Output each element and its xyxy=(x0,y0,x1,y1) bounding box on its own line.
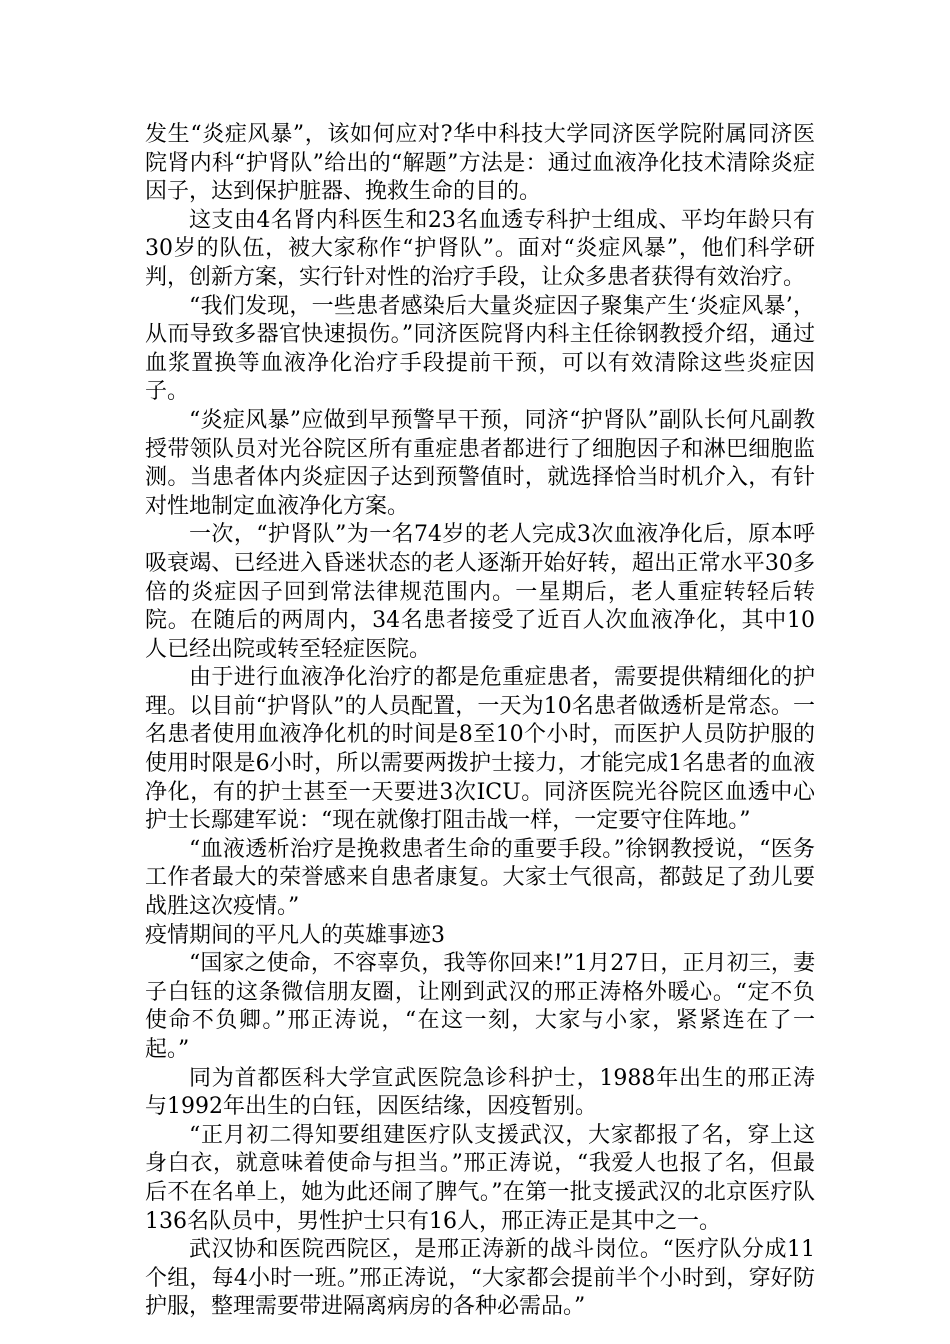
paragraph: 武汉协和医院西院区，是邢正涛新的战斗岗位。“医疗队分成11个组，每4小时一班。”邢正涛说，“大家都会提前半个小时到，穿好防护服，整理需要带进隔离病房的各种必需品。” xyxy=(145,1237,815,1320)
paragraph: 一次，“护肾队”为一名74岁的老人完成3次血液净化后，原本呼吸衰竭、已经进入昏迷状态的老人逐渐开始好转，超出正常水平30多倍的炎症因子回到常法律规范围内。一星期后，老人重症转轻后转院。在随后的两周内，34名患者接受了近百人次血液净化，其中10人已经出院或转至轻症医院。 xyxy=(145,522,815,662)
document-page xyxy=(145,121,815,1322)
section-heading: 疫情期间的平凡人的英雄事迹3 xyxy=(145,922,445,948)
paragraph: 这支由4名肾内科医生和23名血透专科护士组成、平均年龄只有30岁的队伍，被大家称作“护肾队”。面对“炎症风暴”，他们科学研判，创新方案，实行针对性的治疗手段，让众多患者获得有效治疗。 xyxy=(145,207,816,290)
paragraph: 同为首都医科大学宣武医院急诊科护士，1988年出生的邢正涛与1992年出生的白钰，因医结缘，因疫暂别。 xyxy=(145,1065,815,1120)
paragraph: “炎症风暴”应做到早预警早干预，同济“护肾队”副队长何凡副教授带领队员对光谷院区所有重症患者都进行了细胞因子和淋巴细胞监测。当患者体内炎症因子达到预警值时，就选择恰当时机介入，有针对性地制定血液净化方案。 xyxy=(145,407,815,519)
paragraph: 由于进行血液净化治疗的都是危重症患者，需要提供精细化的护理。以目前“护肾队”的人员配置，一天为10名患者做透析是常态。一名患者使用血液净化机的时间是8至10个小时，而医护人员防护服的使用时限是6小时，所以需要两拨护士接力，才能完成1名患者的血液净化，有的护士甚至一天要进3次ICU。同济医院光谷院区血透中心护士长鄢建军说：“现在就像打阻击战一样，一定要守住阵地。” xyxy=(145,665,815,834)
paragraph: “国家之使命，不容辜负，我等你回来!”1月27日，正月初三，妻子白钰的这条微信朋友圈，让刚到武汉的邢正涛格外暖心。“定不负使命不负卿。”邢正涛说，“在这一刻，大家与小家，紧紧连在了一起。” xyxy=(145,951,815,1062)
paragraph: “血液透析治疗是挽救患者生命的重要手段。”徐钢教授说，“医务工作者最大的荣誉感来自患者康复。大家士气很高，都鼓足了劲儿要战胜这次疫情。” xyxy=(145,836,815,920)
paragraph: 发生“炎症风暴”，该如何应对?华中科技大学同济医学院附属同济医院肾内科“护肾队”给出的“解题”方法是：通过血液净化技术清除炎症因子，达到保护脏器、挽救生命的目的。 xyxy=(145,122,815,205)
paragraph: “我们发现，一些患者感染后大量炎症因子聚集产生‘炎症风暴’，从而导致多器官快速损伤。”同济医院肾内科主任徐钢教授介绍，通过血浆置换等血液净化治疗手段提前干预，可以有效清除这些炎症因子。 xyxy=(145,293,815,405)
paragraph: “正月初二得知要组建医疗队支援武汉，大家都报了名，穿上这身白衣，就意味着使命与担当。”邢正涛说，“我爱人也报了名，但最后不在名单上，她为此还闹了脾气。”在第一批支援武汉的北京医疗队136名队员中，男性护士只有16人，邢正涛正是其中之一。 xyxy=(145,1122,815,1234)
